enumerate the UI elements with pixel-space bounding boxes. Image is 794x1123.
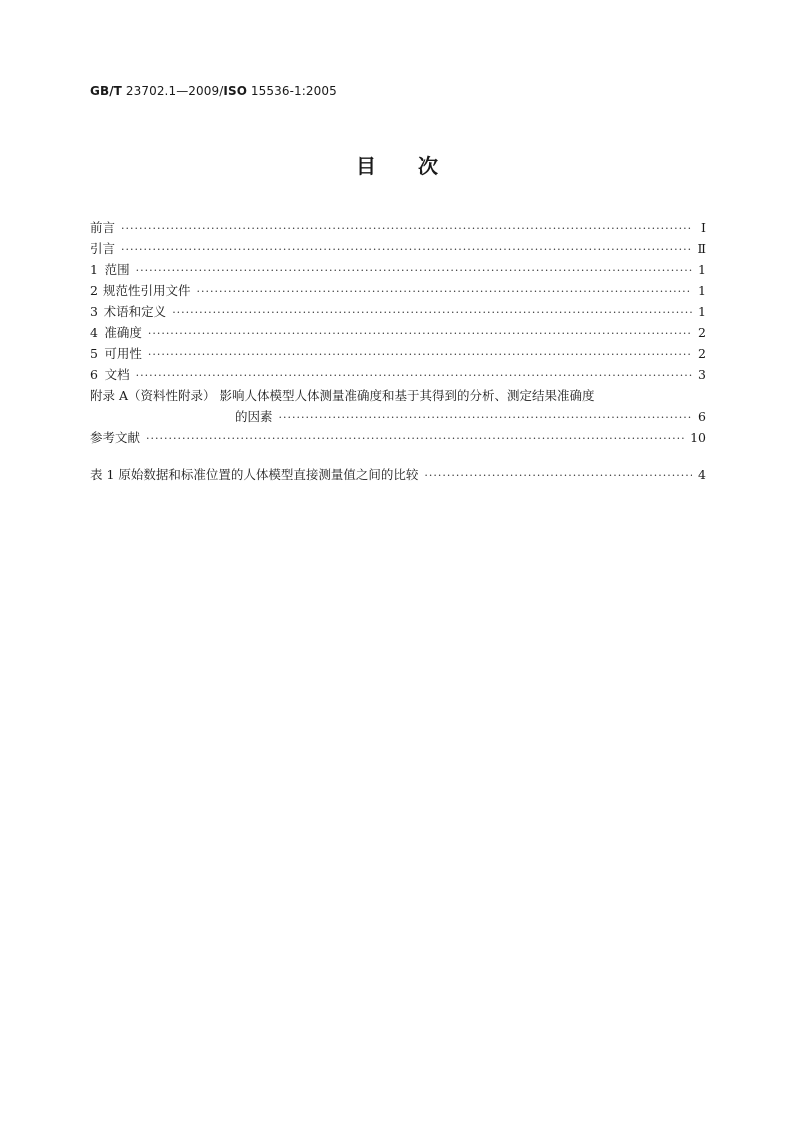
toc-entry-scope[interactable]: [90, 259, 706, 280]
toc-entry-annex-a[interactable]: [90, 385, 706, 406]
toc-entry-bibliography[interactable]: [90, 427, 706, 448]
toc-entry-label: 文档: [104, 367, 130, 382]
toc-entry-label: 前言: [90, 220, 116, 235]
toc-entry-introduction[interactable]: [90, 238, 706, 259]
toc-entry-page: 4: [698, 467, 706, 482]
toc-entry-accuracy[interactable]: [90, 322, 706, 343]
page-title: 目次: [356, 154, 480, 178]
toc-leader-dots: [197, 281, 692, 302]
toc-entry-page: Ⅱ: [697, 241, 706, 256]
toc-entry-label: 规范性引用文件: [103, 283, 191, 298]
toc-entry-number: 4: [90, 325, 98, 340]
toc-entry-normative-references[interactable]: [90, 280, 706, 301]
standard-code: 23702.1—2009/: [121, 84, 224, 98]
toc-entry-terms-definitions[interactable]: [90, 301, 706, 322]
iso-prefix: ISO: [223, 84, 247, 98]
toc-leader-dots: [146, 428, 686, 449]
toc-entry-page: Ⅰ: [701, 220, 706, 235]
toc-leader-dots: [136, 365, 692, 386]
toc-leader-dots: [279, 407, 692, 428]
toc-entry-label: 准确度: [104, 325, 142, 340]
toc-entry-page: 2: [698, 346, 706, 361]
toc-entry-number: 3: [90, 304, 98, 319]
toc-entry-foreword[interactable]: [90, 217, 706, 238]
toc-entry-table-1[interactable]: [90, 464, 706, 485]
toc-entry-label: 可用性: [104, 346, 142, 361]
toc-entry-page: 2: [698, 325, 706, 340]
toc-entry-label: 参考文献: [90, 430, 141, 445]
toc-leader-dots: [148, 344, 692, 365]
toc-spacer: [90, 448, 706, 464]
toc-entry-label: 范围: [104, 262, 130, 277]
toc-leader-dots: [148, 323, 692, 344]
toc-entry-label: 引言: [90, 241, 116, 256]
toc-entry-page: 1: [698, 283, 706, 298]
toc-entry-number: 6: [90, 367, 98, 382]
toc-entry-label-continued: 的因素: [235, 409, 273, 424]
toc-entry-label: 术语和定义: [103, 304, 167, 319]
table-of-contents: [90, 217, 706, 485]
toc-leader-dots: [172, 302, 692, 323]
toc-entry-number: 1: [90, 262, 98, 277]
toc-entry-page: 6: [698, 409, 706, 424]
toc-leader-dots: [121, 239, 692, 260]
standard-number: [90, 84, 337, 98]
toc-entry-number: 2: [90, 283, 98, 298]
toc-entry-annex-a-continued[interactable]: [90, 406, 706, 427]
toc-entry-usability[interactable]: [90, 343, 706, 364]
toc-leader-dots: [136, 260, 692, 281]
toc-entry-page: 1: [698, 304, 706, 319]
toc-entry-page: 1: [698, 262, 706, 277]
toc-entry-label: 表 1 原始数据和标准位置的人体模型直接测量值之间的比较: [90, 467, 419, 482]
toc-entry-number: 5: [90, 346, 98, 361]
toc-entry-page: 3: [698, 367, 706, 382]
toc-entry-page: 10: [690, 430, 706, 445]
iso-code: 15536-1:2005: [247, 84, 337, 98]
toc-entry-label: 附录 A（资料性附录） 影响人体模型人体测量准确度和基于其得到的分析、测定结果准确度: [90, 388, 595, 403]
toc-leader-dots: [424, 465, 692, 486]
standard-prefix: GB/T: [90, 84, 122, 98]
toc-entry-documentation[interactable]: [90, 364, 706, 385]
toc-leader-dots: [121, 218, 692, 239]
